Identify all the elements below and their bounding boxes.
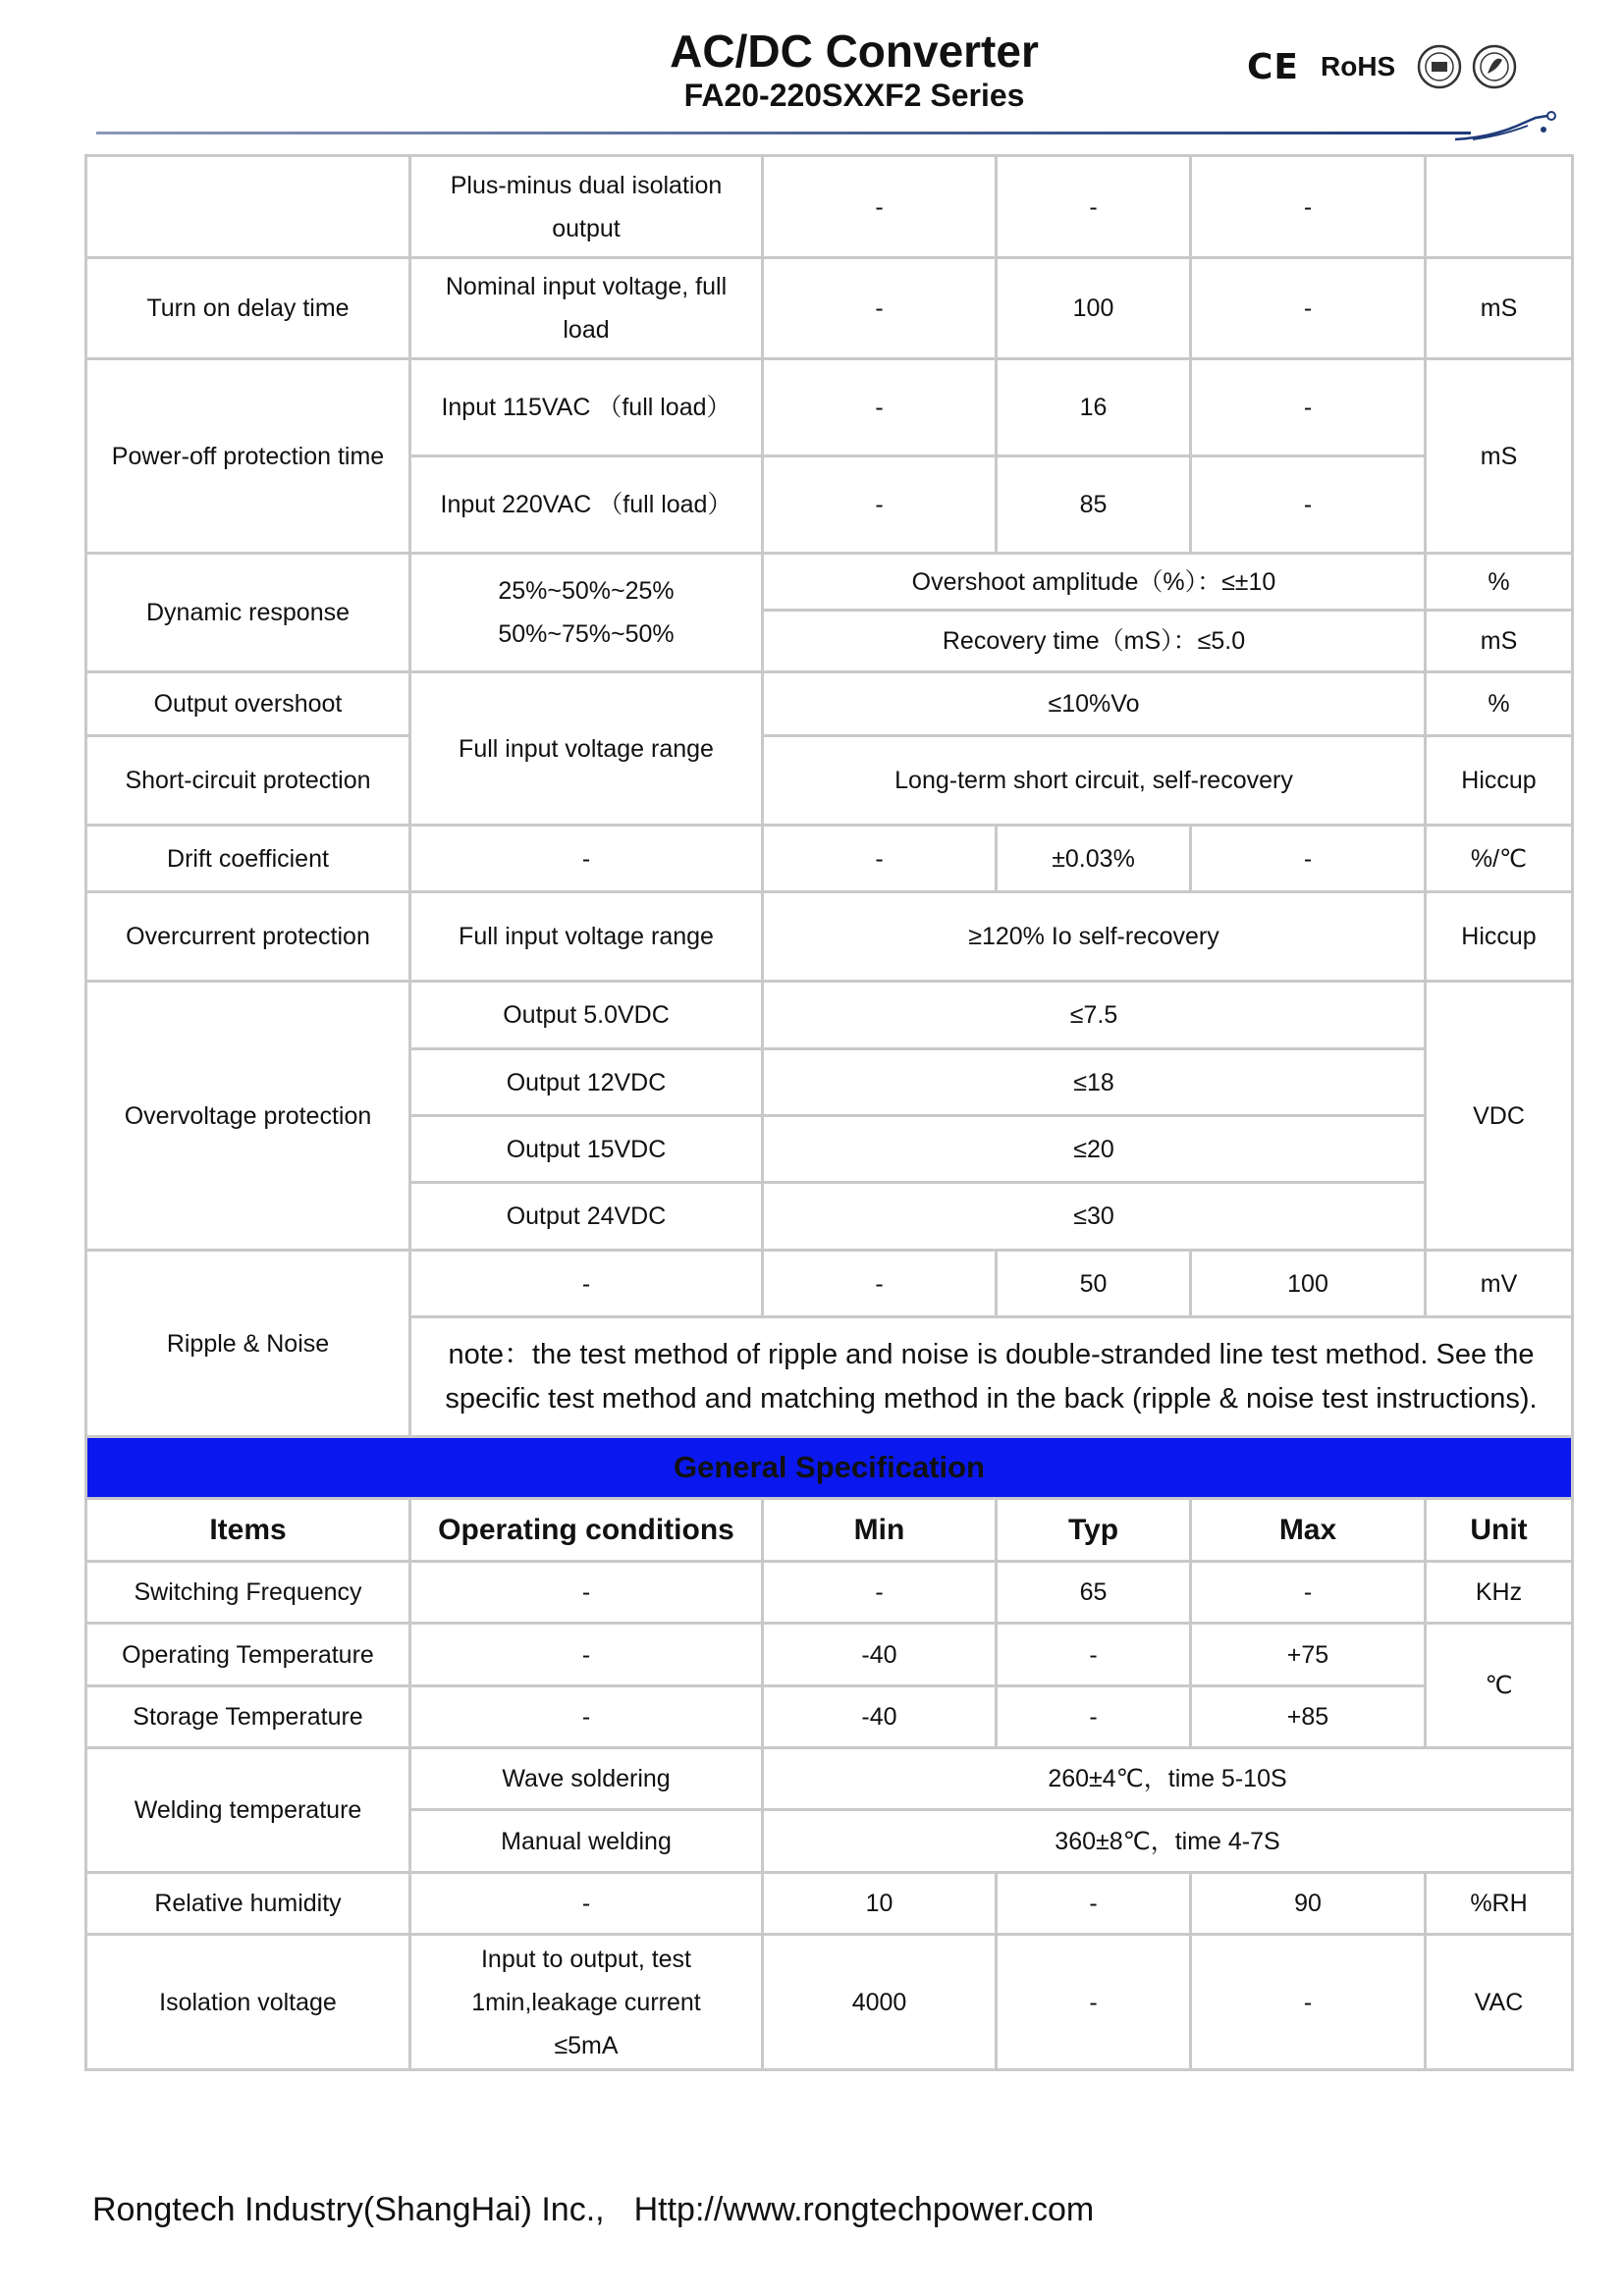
typ-cell: -	[997, 1873, 1191, 1935]
page-title: AC/DC Converter	[670, 26, 1039, 77]
item-label: Storage Temperature	[86, 1686, 410, 1748]
ce-mark: CE	[1247, 46, 1300, 87]
item-label: Relative humidity	[86, 1873, 410, 1935]
typ-cell: -	[997, 1624, 1191, 1686]
condition-cell: Wave soldering	[410, 1748, 763, 1810]
item-label: Switching Frequency	[86, 1562, 410, 1624]
condition-line: ≤5mA	[554, 2031, 619, 2059]
value-cell: ≤10%Vo	[763, 672, 1426, 736]
min-cell: -	[763, 456, 997, 554]
max-cell: -	[1191, 258, 1426, 359]
max-cell: -	[1191, 1562, 1426, 1624]
column-header: Unit	[1426, 1499, 1573, 1562]
typ-cell: -	[997, 1935, 1191, 2070]
condition-cell: Input 220VAC （full load）	[410, 456, 763, 554]
typ-cell: ±0.03%	[997, 826, 1191, 892]
condition-cell: -	[410, 1624, 763, 1686]
table-row	[86, 1251, 1573, 1317]
unit-cell: Hiccup	[1426, 892, 1573, 982]
item-label: Output overshoot	[86, 672, 410, 736]
condition-cell: -	[410, 1686, 763, 1748]
table-row	[86, 672, 1573, 736]
condition-cell: -	[410, 1251, 763, 1317]
table-row	[86, 892, 1573, 982]
empty-cell	[86, 156, 410, 258]
item-label: Power-off protection time	[86, 359, 410, 554]
table-row	[86, 359, 1573, 456]
column-header: Items	[86, 1499, 410, 1562]
value-cell: 360±8℃，time 4-7S	[763, 1810, 1573, 1873]
item-label: Dynamic response	[86, 554, 410, 672]
min-cell: -40	[763, 1624, 997, 1686]
company-url[interactable]: Http://www.rongtechpower.com	[633, 2191, 1095, 2228]
max-cell: -	[1191, 156, 1426, 258]
unit-cell: %RH	[1426, 1873, 1573, 1935]
overshoot-amplitude-cell: Overshoot amplitude（%）：≤±10	[763, 554, 1426, 611]
typ-cell: 100	[997, 258, 1191, 359]
table-row	[86, 1935, 1573, 2070]
condition-cell: Nominal input voltage, full load	[410, 258, 763, 359]
typ-cell: -	[997, 156, 1191, 258]
item-label: Overvoltage protection	[86, 982, 410, 1251]
item-label: Short-circuit protection	[86, 736, 410, 826]
item-label: Drift coefficient	[86, 826, 410, 892]
company-logo-icon	[1453, 110, 1561, 143]
min-cell: -	[763, 156, 997, 258]
item-label: Overcurrent protection	[86, 892, 410, 982]
series-subtitle: FA20-220SXXF2 Series	[683, 78, 1025, 113]
min-cell: 10	[763, 1873, 997, 1935]
condition-line: 50%~75%~50%	[498, 620, 675, 648]
max-cell: 100	[1191, 1251, 1426, 1317]
condition-cell: Plus-minus dual isolation output	[410, 156, 763, 258]
max-cell: -	[1191, 826, 1426, 892]
typ-cell: 16	[997, 359, 1191, 456]
condition-cell: Full input voltage range	[410, 672, 763, 826]
typ-cell: -	[997, 1686, 1191, 1748]
min-cell: -	[763, 1251, 997, 1317]
condition-cell: -	[410, 1873, 763, 1935]
specification-table	[84, 154, 1574, 2071]
max-cell: -	[1191, 456, 1426, 554]
unit-cell: %	[1426, 672, 1573, 736]
condition-cell: Manual welding	[410, 1810, 763, 1873]
min-cell: -	[763, 826, 997, 892]
column-header: Typ	[997, 1499, 1191, 1562]
max-cell: +75	[1191, 1624, 1426, 1686]
condition-cell: Output 24VDC	[410, 1183, 763, 1251]
rohs-mark: RoHS	[1321, 51, 1396, 81]
item-label: Turn on delay time	[86, 258, 410, 359]
certification-logos	[1247, 39, 1527, 94]
section-title: General Specification	[86, 1437, 1573, 1499]
unit-cell: ℃	[1426, 1624, 1573, 1748]
condition-cell: -	[410, 1562, 763, 1624]
value-cell: ≥120% Io self-recovery	[763, 892, 1426, 982]
typ-cell: 85	[997, 456, 1191, 554]
table-row	[86, 1873, 1573, 1935]
min-cell: -40	[763, 1686, 997, 1748]
column-header-row	[86, 1499, 1573, 1562]
typ-cell: 65	[997, 1562, 1191, 1624]
column-header: Max	[1191, 1499, 1426, 1562]
min-cell: -	[763, 258, 997, 359]
table-row	[86, 1748, 1573, 1810]
table-row	[86, 1624, 1573, 1686]
environmental-certification-icon	[1472, 44, 1517, 89]
condition-cell	[410, 1935, 763, 2070]
condition-cell: Output 5.0VDC	[410, 982, 763, 1049]
column-header: Operating conditions	[410, 1499, 763, 1562]
item-label: Welding temperature	[86, 1748, 410, 1873]
condition-cell: Input 115VAC （full load）	[410, 359, 763, 456]
unit-cell: KHz	[1426, 1562, 1573, 1624]
unit-cell: mS	[1426, 359, 1573, 554]
unit-cell	[1426, 156, 1573, 258]
recovery-time-cell: Recovery time（mS）：≤5.0	[763, 611, 1426, 672]
table-row	[86, 554, 1573, 611]
table-row	[86, 826, 1573, 892]
condition-cell	[410, 554, 763, 672]
max-cell: 90	[1191, 1873, 1426, 1935]
unit-cell: mV	[1426, 1251, 1573, 1317]
table-row	[86, 1686, 1573, 1748]
min-cell: -	[763, 359, 997, 456]
item-label: Isolation voltage	[86, 1935, 410, 2070]
unit-cell: %	[1426, 554, 1573, 611]
unit-cell: VAC	[1426, 1935, 1573, 2070]
iso-certification-icon	[1417, 44, 1462, 89]
condition-cell: -	[410, 826, 763, 892]
value-cell: ≤7.5	[763, 982, 1426, 1049]
typ-cell: 50	[997, 1251, 1191, 1317]
table-row	[86, 258, 1573, 359]
max-cell: +85	[1191, 1686, 1426, 1748]
unit-cell: Hiccup	[1426, 736, 1573, 826]
min-cell: -	[763, 1562, 997, 1624]
min-cell: 4000	[763, 1935, 997, 2070]
table-row	[86, 156, 1573, 258]
max-cell: -	[1191, 359, 1426, 456]
unit-cell: mS	[1426, 258, 1573, 359]
value-cell: Long-term short circuit, self-recovery	[763, 736, 1426, 826]
condition-cell: Output 12VDC	[410, 1049, 763, 1116]
table-row	[86, 982, 1573, 1049]
condition-cell: Full input voltage range	[410, 892, 763, 982]
max-cell: -	[1191, 1935, 1426, 2070]
value-cell: ≤20	[763, 1116, 1426, 1183]
column-header: Min	[763, 1499, 997, 1562]
unit-cell: VDC	[1426, 982, 1573, 1251]
unit-cell: %/℃	[1426, 826, 1573, 892]
value-cell: 260±4℃，time 5-10S	[763, 1748, 1573, 1810]
company-name: Rongtech Industry(ShangHai) Inc.,	[92, 2191, 605, 2228]
table-row	[86, 736, 1573, 826]
header-divider	[96, 132, 1471, 134]
unit-cell: mS	[1426, 611, 1573, 672]
ripple-note: note：the test method of ripple and noise is double-stranded line test method. See the specific test method and matching method in the back (ripple & noise test instructions).	[410, 1317, 1573, 1437]
value-cell: ≤30	[763, 1183, 1426, 1251]
condition-line: Input to output, test	[480, 1945, 692, 1973]
condition-line: 25%~50%~25%	[498, 577, 675, 605]
page-footer	[92, 2189, 1094, 2230]
condition-line: 1min,leakage current	[471, 1988, 701, 2016]
table-row	[86, 1562, 1573, 1624]
section-header-row	[86, 1437, 1573, 1499]
value-cell: ≤18	[763, 1049, 1426, 1116]
item-label: Ripple & Noise	[86, 1251, 410, 1437]
condition-cell: Output 15VDC	[410, 1116, 763, 1183]
item-label: Operating Temperature	[86, 1624, 410, 1686]
